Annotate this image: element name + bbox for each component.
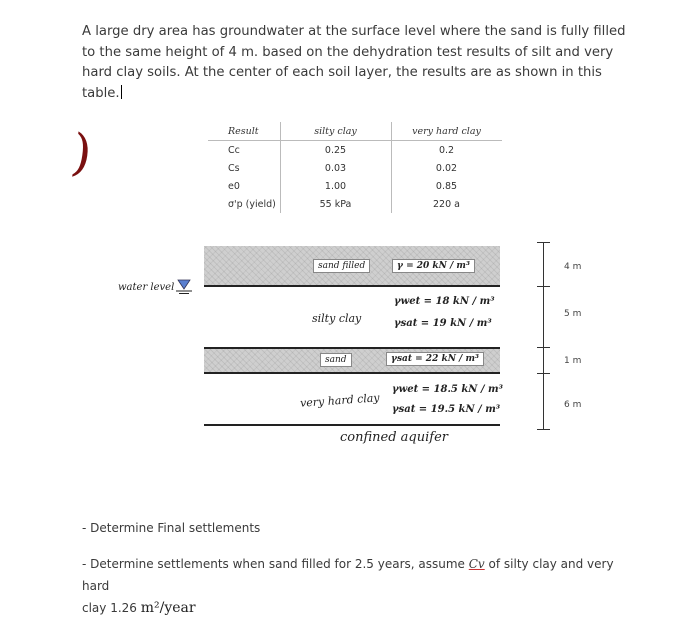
table-row: [208, 141, 502, 160]
dimension-4m: 4 m: [564, 262, 582, 272]
table-cell: 0.25: [280, 141, 391, 160]
question-2-line2: clay 1.26: [82, 601, 137, 615]
table-header-silty-clay: silty clay: [280, 122, 391, 141]
confined-aquifer-label: confined aquifer: [340, 430, 448, 445]
dimension-tick: [537, 373, 550, 374]
text-cursor: [121, 85, 122, 99]
table-cell: e0: [228, 180, 240, 192]
dimension-tick: [537, 242, 550, 243]
dimension-5m: 5 m: [564, 309, 582, 319]
question-settlements-time: [82, 553, 642, 619]
table-row: [208, 177, 502, 195]
dimension-tick: [537, 429, 550, 430]
sand-layer-top-line: [204, 347, 500, 349]
table-cell: 220 a: [391, 195, 502, 213]
table-header-very-hard-clay: very hard clay: [391, 122, 502, 141]
dimension-tick: [537, 286, 550, 287]
sand-label: sand: [320, 353, 352, 367]
dimension-line: [543, 242, 544, 430]
dimension-6m: 6 m: [564, 400, 582, 410]
aquifer-line: [204, 424, 500, 426]
dimension-tick: [537, 347, 550, 348]
very-hard-clay-label: very hard clay: [299, 391, 380, 410]
very-hard-clay-gamma-sat: γsat = 19.5 kN / m³: [392, 404, 501, 415]
table-cell: 55 kPa: [280, 195, 391, 213]
dimension-1m: 1 m: [564, 356, 582, 366]
water-level-icon: [176, 278, 204, 294]
results-table: [208, 122, 502, 213]
very-hard-clay-gamma-wet: γwet = 18.5 kN / m³: [392, 384, 504, 395]
ground-surface-line: [204, 285, 500, 287]
question-2-unit: m²/year: [140, 600, 196, 616]
table-cell: 0.03: [280, 159, 391, 177]
sand-layer-bottom-line: [204, 372, 500, 374]
table-cell: 1.00: [280, 177, 391, 195]
problem-intro-text: A large dry area has groundwater at the surface level where the sand is fully filled to the same height of 4 m. based on the dehydration test results of silt and very hard clay soils. At the center of each soil layer, the results are as shown in this table.: [82, 24, 626, 101]
sand-fill-label: sand filled: [313, 259, 370, 273]
handwritten-mark: ): [68, 122, 96, 184]
silty-clay-label: silty clay: [312, 312, 362, 325]
cv-symbol: Cv: [468, 557, 485, 571]
sand-gamma-sat: γsat = 22 kN / m³: [386, 352, 484, 366]
table-cell: σ'p (yield): [228, 198, 276, 210]
table-header-row: [208, 122, 502, 141]
question-2-prefix: - Determine settlements when sand filled for 2.5 years, assume: [82, 557, 465, 571]
table-row: [208, 195, 502, 213]
table-cell: Cc: [228, 144, 240, 156]
silty-clay-gamma-sat: γsat = 19 kN / m³: [394, 318, 492, 329]
table-cell: 0.85: [391, 177, 502, 195]
table-cell: Cs: [228, 162, 240, 174]
question-2-mid: of silty clay and very hard: [82, 557, 614, 593]
problem-intro: [82, 22, 642, 104]
table-cell: 0.2: [391, 141, 502, 160]
silty-clay-gamma-wet: γwet = 18 kN / m³: [394, 296, 495, 307]
table-cell: 0.02: [391, 159, 502, 177]
table-header-result: Result: [208, 122, 280, 141]
sand-fill-gamma: γ = 20 kN / m³: [392, 259, 475, 273]
question-final-settlements: - Determine Final settlements: [82, 521, 261, 535]
table-row: [208, 159, 502, 177]
water-level-label: water level: [118, 282, 175, 293]
